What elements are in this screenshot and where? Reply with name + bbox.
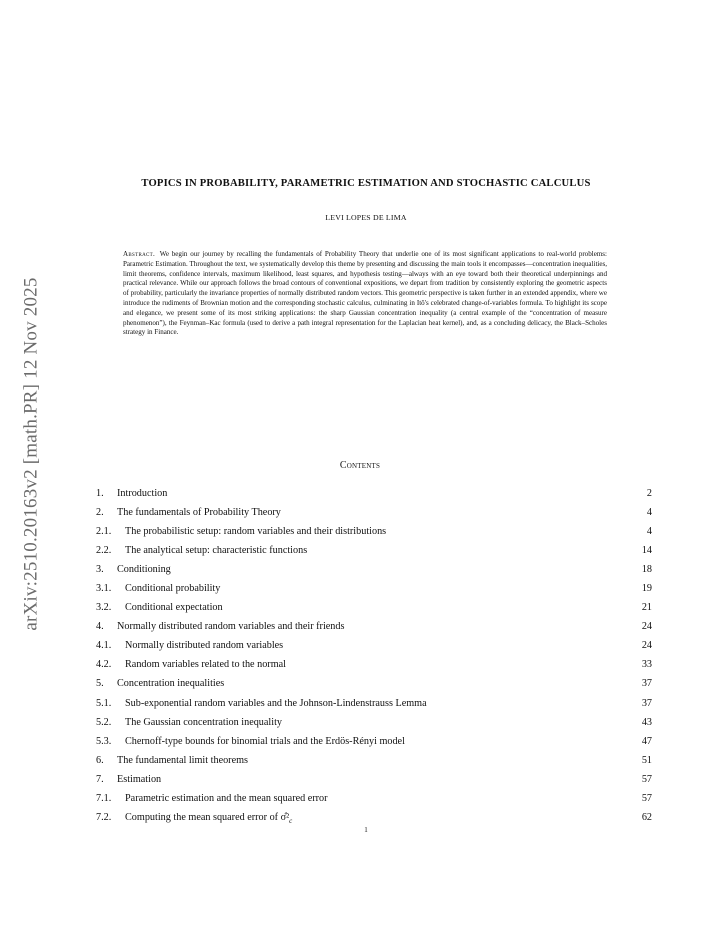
toc-entry-label xyxy=(96,522,386,541)
toc-entry-title: The Gaussian concentration inequality xyxy=(125,716,283,728)
toc-entry-page: 37 xyxy=(641,697,652,709)
toc-entry-number: 2.2. xyxy=(96,545,112,557)
toc-entry[interactable] xyxy=(96,541,652,560)
toc-entry-page: 4 xyxy=(646,526,652,538)
paper-author: LEVI LOPES DE LIMA xyxy=(325,213,407,222)
arxiv-sidebar xyxy=(14,244,50,664)
toc-entry-math-subscript: c xyxy=(289,816,293,825)
paper-title: TOPICS IN PROBABILITY, PARAMETRIC ESTIMATION AND STOCHASTIC CALCULUS xyxy=(141,178,591,189)
toc-entry-number: 3. xyxy=(96,564,104,576)
toc-entry[interactable] xyxy=(96,636,652,655)
toc-entry-number: 7.1. xyxy=(96,792,112,804)
toc-entry-label xyxy=(96,503,281,522)
toc-entry-number: 5. xyxy=(96,678,104,690)
toc-entry-title: Computing the mean squared error of σ̂² xyxy=(125,811,290,823)
toc-entry-label xyxy=(96,560,171,579)
toc-entry-label xyxy=(96,636,283,655)
toc-entry[interactable] xyxy=(96,694,652,713)
toc-entry[interactable] xyxy=(96,484,652,503)
toc-entry-title: Parametric estimation and the mean squared error xyxy=(125,792,328,804)
toc-entry-page: 51 xyxy=(641,754,652,766)
toc-entry-page: 37 xyxy=(641,678,652,690)
toc-entry-label xyxy=(96,579,220,598)
toc-entry-title: The fundamental limit theorems xyxy=(117,754,248,766)
toc-entry-label xyxy=(96,713,282,732)
toc-entry-label xyxy=(96,674,224,693)
arxiv-identifier[interactable]: arXiv:2510.20163v2 [math.PR] 12 Nov 2025 xyxy=(21,277,42,631)
toc-entry-number: 3.2. xyxy=(96,602,112,614)
toc-entry[interactable] xyxy=(96,617,652,636)
toc-entry-title: Introduction xyxy=(117,488,168,499)
toc-entry-page: 33 xyxy=(641,659,652,671)
toc-entry-number: 4. xyxy=(96,621,104,633)
toc-entry-number: 3.1. xyxy=(96,583,112,595)
toc-entry[interactable] xyxy=(96,560,652,579)
toc-entry-number: 5.3. xyxy=(96,735,112,747)
toc-entry-number: 4.1. xyxy=(96,640,112,652)
abstract-text: We begin our journey by recalling the fundamentals of Probability Theory that underlie one of its most significant applications to real-world problems: Parametric Estimation. Throughout the text, we systematically develop this theme by presenting and discussing the main tools it encompasses—concentration inequalities, limit theorems, confidence intervals, maximum likelihood, least squares, and hypothesis testing—always with an eye toward both their theoretical underpinnings and practical relevance. While our approach follows the broad contours of conventional expositions, we depart from tradition by consistently exploring the geometric aspects of probability, particularly the invariance properties of normally distributed random vectors. This geometric perspective is taken further in an extended appendix, where we introduce the rudiments of Brownian motion and the corresponding stochastic calculus, culminating in Itô's celebrated change-of-variables formula. To highlight its scope and elegance, we present some of its most striking applications: the sharp Gaussian concentration inequality (a central example of the “concentration of measure phenomenon”), the Feynman–Kac formula (used to derive a path integral representation for the Laplacian heat kernel), and, as a concluding delicacy, the Black–Scholes strategy in Finance. xyxy=(123,250,607,337)
toc-entry[interactable] xyxy=(96,598,652,617)
toc-entry-title: Normally distributed random variables xyxy=(125,640,284,652)
toc-entry-title: Normally distributed random variables and their friends xyxy=(117,621,345,633)
toc-entry-number: 5.1. xyxy=(96,697,112,709)
toc-entry-page: 24 xyxy=(641,640,652,652)
toc-entry[interactable] xyxy=(96,808,652,827)
toc-entry[interactable] xyxy=(96,655,652,674)
toc-entry-page: 2 xyxy=(646,488,652,499)
toc-entry-page: 57 xyxy=(641,773,652,785)
toc-entry[interactable] xyxy=(96,674,652,693)
toc-entry-page: 57 xyxy=(641,792,652,804)
toc-entry-page: 24 xyxy=(641,621,652,633)
toc-entry-page: 43 xyxy=(641,716,652,728)
toc-entry-title: Chernoff-type bounds for binomial trials and the Erdös-Rényi model xyxy=(125,735,405,747)
abstract-label: Abstract. xyxy=(123,250,156,258)
toc-entry-label xyxy=(96,655,286,674)
table-of-contents xyxy=(96,484,652,827)
toc-entry-label xyxy=(96,694,427,713)
toc-entry-title: Random variables related to the normal xyxy=(125,659,286,671)
toc-entry-title: The probabilistic setup: random variables and their distributions xyxy=(125,526,387,538)
toc-entry-page: 21 xyxy=(641,602,652,614)
page-number: 1 xyxy=(364,826,368,834)
toc-entry-title: Estimation xyxy=(117,773,162,785)
toc-entry-number: 7.2. xyxy=(96,811,112,823)
toc-entry-label xyxy=(96,770,161,789)
toc-entry-label xyxy=(96,789,328,808)
toc-entry-label xyxy=(96,484,167,503)
toc-entry-label xyxy=(96,732,405,751)
toc-entry-page: 18 xyxy=(641,564,652,576)
toc-entry-number: 2.1. xyxy=(96,526,112,538)
toc-entry-title: Concentration inequalities xyxy=(117,678,225,690)
toc-entry-title: Conditional probability xyxy=(125,583,221,595)
toc-entry[interactable] xyxy=(96,751,652,770)
toc-entry-number: 2. xyxy=(96,507,104,519)
toc-entry-label xyxy=(96,541,307,560)
toc-entry-label xyxy=(96,598,223,617)
toc-entry-title: Conditional expectation xyxy=(125,602,223,614)
toc-entry-title: The fundamentals of Probability Theory xyxy=(117,507,281,519)
toc-entry[interactable] xyxy=(96,732,652,751)
toc-entry-label xyxy=(96,617,344,636)
toc-entry[interactable] xyxy=(96,522,652,541)
abstract xyxy=(123,250,607,338)
toc-entry-label xyxy=(96,751,248,770)
toc-entry-number: 7. xyxy=(96,773,104,785)
toc-entry-page: 47 xyxy=(641,735,652,747)
toc-entry-page: 62 xyxy=(641,811,652,823)
toc-entry-title: Conditioning xyxy=(117,564,171,576)
toc-entry-page: 4 xyxy=(646,507,652,519)
toc-entry[interactable] xyxy=(96,789,652,808)
toc-entry-label xyxy=(96,808,292,827)
toc-entry-title: The analytical setup: characteristic functions xyxy=(125,545,308,557)
contents-heading: Contents xyxy=(339,460,381,471)
toc-entry-page: 14 xyxy=(641,545,652,557)
toc-entry-number: 1. xyxy=(96,488,104,499)
toc-entry[interactable] xyxy=(96,579,652,598)
toc-entry[interactable] xyxy=(96,713,652,732)
toc-entry-number: 5.2. xyxy=(96,716,112,728)
toc-entry-number: 4.2. xyxy=(96,659,112,671)
toc-entry-number: 6. xyxy=(96,754,104,766)
toc-entry[interactable] xyxy=(96,770,652,789)
toc-entry-title: Sub-exponential random variables and the Johnson-Lindenstrauss Lemma xyxy=(125,697,427,709)
toc-entry[interactable] xyxy=(96,503,652,522)
toc-entry-page: 19 xyxy=(641,583,652,595)
